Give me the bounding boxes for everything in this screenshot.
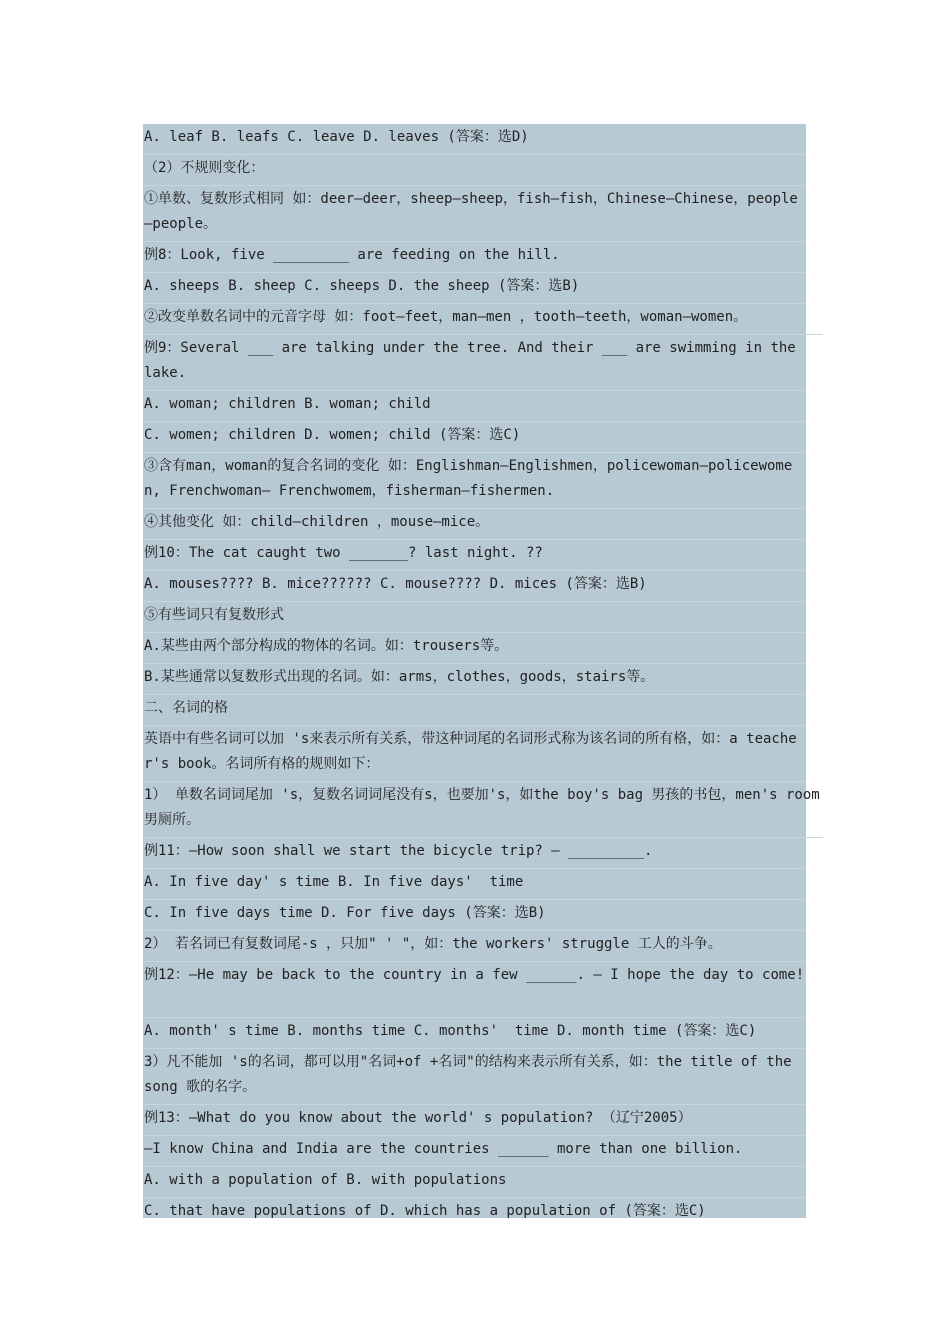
text-line: C. In five days time D. For five days (答案：选B) bbox=[143, 900, 806, 931]
text-line: 例10：The cat caught two _______? last night. ?? bbox=[143, 540, 806, 571]
text-line: A. woman; children B. woman; child bbox=[143, 391, 806, 422]
text-line: 例13：—What do you know about the world' s population? （辽宁2005） bbox=[143, 1105, 806, 1136]
text-line: （2）不规则变化： bbox=[143, 155, 806, 186]
text-line: 2） 若名词已有复数词尾-s ，只加" ' "，如：the workers' struggle 工人的斗争。 bbox=[143, 931, 806, 962]
text-line: 例9：Several ___ are talking under the tree. And their ___ are swimming in the lake. bbox=[143, 335, 806, 391]
text-line: 例11：—How soon shall we start the bicycle trip? — _________. bbox=[143, 838, 806, 869]
text-line: A. mouses???? B. mice?????? C. mouse???? D. mices (答案：选B) bbox=[143, 571, 806, 602]
text-line: A. month' s time B. months time C. months' time D. month time (答案：选C) bbox=[143, 1018, 806, 1049]
text-line: 3）凡不能加 's的名词，都可以用"名词+of +名词"的结构来表示所有关系，如：the title of the song 歌的名字。 bbox=[143, 1049, 806, 1105]
text-line: 例12：—He may be back to the country in a few ______. — I hope the day to come! bbox=[143, 962, 806, 1018]
text-line: A.某些由两个部分构成的物体的名词。如：trousers等。 bbox=[143, 633, 806, 664]
text-line: C. women; children D. women; child (答案：选C) bbox=[143, 422, 806, 453]
text-line: ③含有man，woman的复合名词的变化 如：Englishman—Englishmen，policewoman—policewomen, Frenchwoman— Frenchwomem，fisherman—fishermen. bbox=[143, 453, 806, 509]
text-line: ②改变单数名词中的元音字母 如：foot—feet，man—men ，tooth—teeth，woman—women。 bbox=[143, 304, 823, 335]
text-line: A. In five day' s time B. In five days' time bbox=[143, 869, 806, 900]
text-line: 例8：Look, five _________ are feeding on the hill. bbox=[143, 242, 806, 273]
text-line: A. leaf B. leafs C. leave D. leaves (答案：选D) bbox=[143, 124, 806, 155]
text-line: 1） 单数名词词尾加 's，复数名词词尾没有s，也要加's，如the boy's bag 男孩的书包，men's room 男厕所。 bbox=[143, 782, 823, 838]
text-line: A. sheeps B. sheep C. sheeps D. the sheep (答案：选B) bbox=[143, 273, 806, 304]
text-line: A. with a population of B. with populations bbox=[143, 1167, 806, 1198]
text-line: B.某些通常以复数形式出现的名词。如：arms，clothes，goods，stairs等。 bbox=[143, 664, 806, 695]
text-line: ④其他变化 如：child—children ，mouse—mice。 bbox=[143, 509, 806, 540]
text-line: 英语中有些名词可以加 's来表示所有关系，带这种词尾的名词形式称为该名词的所有格，如：a teacher's book。名词所有格的规则如下： bbox=[143, 726, 806, 782]
text-line: 二、名词的格 bbox=[143, 695, 806, 726]
text-line: —I know China and India are the countries ______ more than one billion. bbox=[143, 1136, 806, 1167]
text-line: ⑤有些词只有复数形式 bbox=[143, 602, 806, 633]
document-block bbox=[143, 124, 829, 1219]
text-line: ①单数、复数形式相同 如：deer—deer，sheep—sheep，fish—fish，Chinese—Chinese，people—people。 bbox=[143, 186, 806, 242]
text-line: C. that have populations of D. which has a population of (答案：选C) bbox=[144, 1203, 706, 1219]
